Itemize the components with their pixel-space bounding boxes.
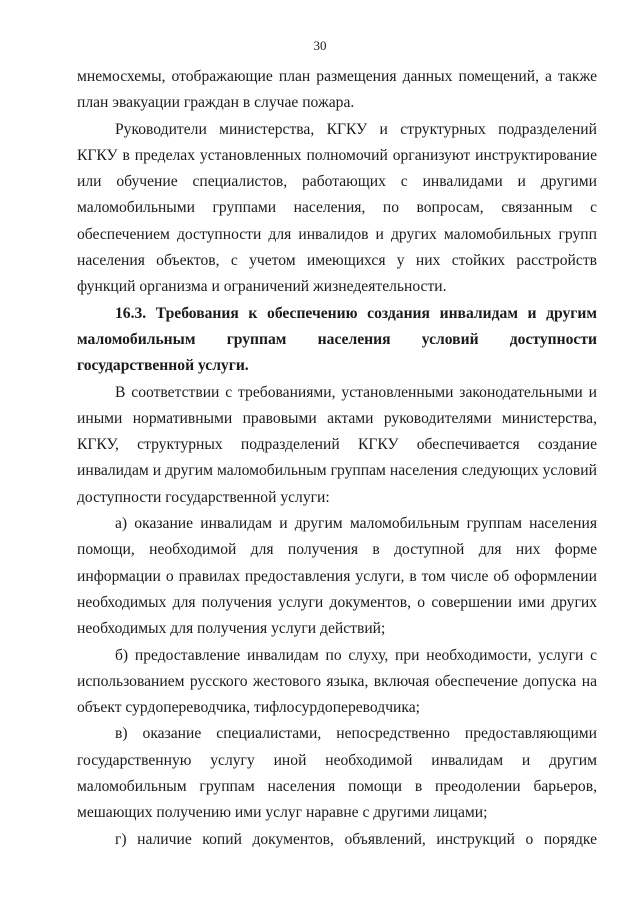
- section-heading-16-3: 16.3. Требования к обеспечению создания инвалидам и другим маломобильным группам населения условий доступности государственной услуги.: [77, 304, 597, 375]
- list-item-b: б) предоставление инвалидам по слуху, при необходимости, услуги с использованием русского жестового языка, включая обеспечение допуска на объект сурдопереводчика, тифлосурдопереводчика;: [77, 646, 597, 717]
- paragraph-accessibility-conditions: В соответствии с требованиями, установленными законодательными и иными нормативными правовыми актами руководителями министерства, КГКУ, структурных подразделений КГКУ обеспечивается создание инвалидам и другим маломобильным группам населения следующих условий доступности государственной услуги:: [77, 383, 597, 506]
- paragraph-evacuation-plan: мнемосхемы, отображающие план размещения данных помещений, а также план эвакуации граждан в случае пожара.: [77, 68, 597, 112]
- list-item-v: в) оказание специалистами, непосредственно предоставляющими государственную услугу иной необходимой инвалидам и другим маломобильным группам населения помощи в преодолении барьеров, мешающих получению ими услуг наравне с другими лицами;: [77, 725, 597, 822]
- page-number: 30: [313, 38, 327, 53]
- paragraph-staff-training: Руководители министерства, КГКУ и структурных подразделений КГКУ в пределах установленных полномочий организуют инструктирование или обучение специалистов, работающих с инвалидами и другими маломобильными группами населения, по вопросам, связанным с обеспечением доступности для инвалидов и других маломобильных групп населения объектов, с учетом имеющихся у них стойких расстройств функций организма и ограничений жизнедеятельности.: [77, 120, 597, 296]
- list-item-g: г) наличие копий документов, объявлений, инструкций о порядке: [115, 830, 597, 848]
- list-item-a: а) оказание инвалидам и другим маломобильным группам населения помощи, необходимой для получения в доступной для них форме информации о правилах предоставления услуги, в том числе об оформлении необходимых для получения услуги документов, о совершении ими других необходимых для получения услуги действий;: [77, 515, 597, 638]
- document-body: [77, 64, 597, 853]
